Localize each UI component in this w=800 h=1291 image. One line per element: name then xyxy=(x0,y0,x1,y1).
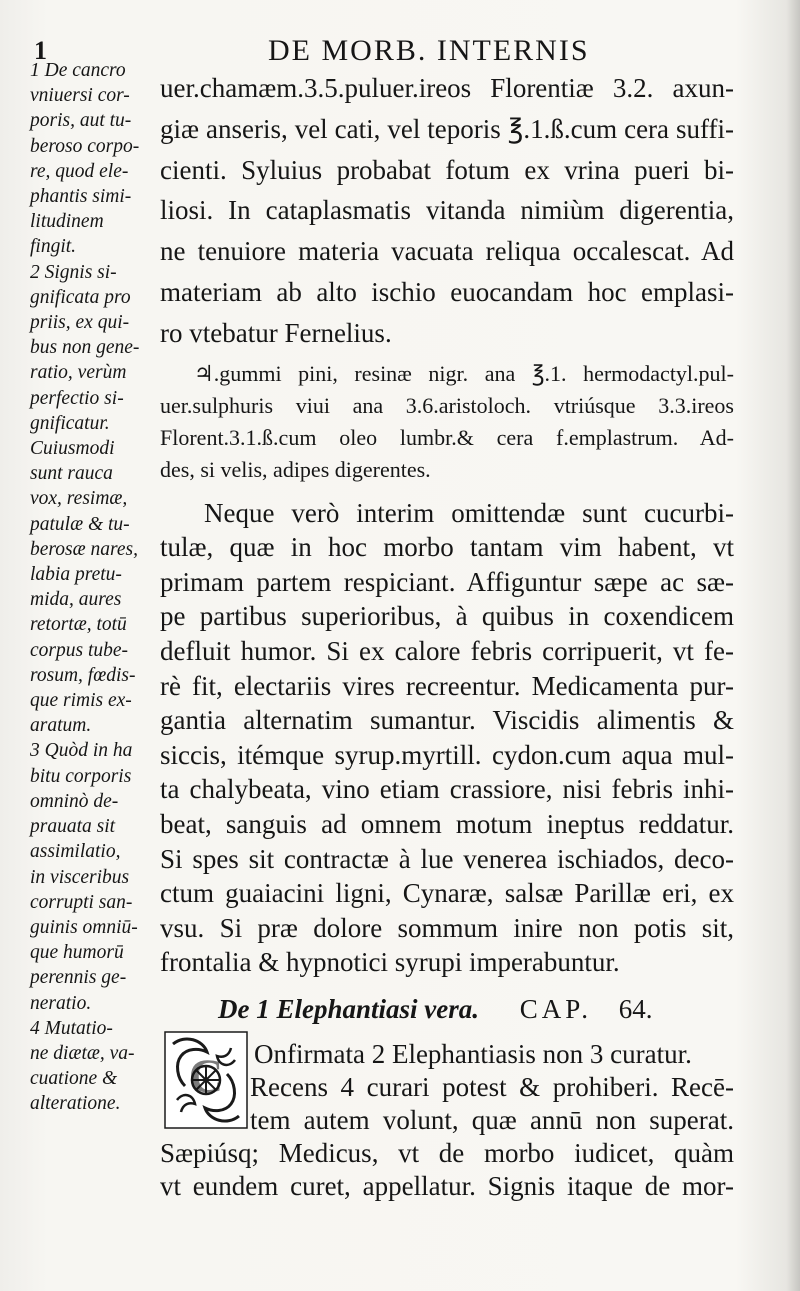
margin-note-line: ratio, verùm xyxy=(30,362,127,384)
chapter-text xyxy=(160,1038,734,1203)
margin-note-line: ne diætæ, va- xyxy=(30,1042,135,1064)
margin-note-line: assimilatio, xyxy=(30,841,121,863)
chapter-heading xyxy=(218,994,678,1025)
margin-note-line: rosum, fœdis- xyxy=(30,664,136,686)
chapter-text-line: Onfirmata 2 Elephantiasis non 3 curatur. xyxy=(254,1039,692,1069)
text-line: materiam ab alto ischio euocandam hoc emplasi- xyxy=(160,276,734,307)
chapter-text-line: Recens 4 curari potest & prohiberi. Recē- xyxy=(250,1072,734,1102)
margin-note-line: alteratione. xyxy=(30,1093,121,1115)
text-line: liosi. In cataplasmatis vitanda nimiùm digerentia, xyxy=(160,195,734,226)
margin-note-line: bitu corporis xyxy=(30,765,132,787)
margin-note-line: berosæ nares, xyxy=(30,538,138,560)
margin-note-line: bus non gene- xyxy=(30,337,140,359)
margin-note xyxy=(30,260,162,739)
margin-note-line: 3 Quòd in ha xyxy=(30,740,133,762)
margin-note-line: Cuiusmodi xyxy=(30,438,115,460)
margin-note-line: perfectio si- xyxy=(30,387,124,409)
margin-note-line: cuatione & xyxy=(30,1068,118,1090)
margin-note-line: re, quod ele- xyxy=(30,160,129,182)
margin-note xyxy=(30,738,162,1015)
margin-note-line: gnificatur. xyxy=(30,412,110,434)
margin-note-line: poris, aut tu- xyxy=(30,110,132,132)
margin-note-line: que rimis ex- xyxy=(30,690,132,712)
text-line: ne tenuiore materia vacuata reliqua occalescat. Ad xyxy=(160,236,734,267)
text-line: des, si velis, adipes digerentes. xyxy=(160,456,431,482)
margin-note-line: gnificata pro xyxy=(30,286,131,308)
chapter-text-line: vt eundem curet, appellatur. Signis itaque de mor- xyxy=(160,1171,734,1201)
margin-note-line: guinis omniū- xyxy=(30,916,138,938)
margin-note-line: perennis ge- xyxy=(30,967,127,989)
running-head: DE MORB. INTERNIS xyxy=(268,34,590,67)
text-line: vsu. Si præ dolore sommum inire non potis sit, xyxy=(160,912,734,943)
paragraph-2 xyxy=(160,496,734,980)
text-line: giæ anseris, vel cati, vel teporis ℥.1.ß.cum cera suffi- xyxy=(160,113,734,144)
margin-note-line: priis, ex qui- xyxy=(30,312,130,334)
margin-note-line: beroso corpo- xyxy=(30,135,140,157)
text-line: uer.sulphuris viui ana 3.6.aristoloch. vtriúsque 3.3.ireos xyxy=(160,392,734,418)
page-edge-shadow xyxy=(786,0,800,1291)
main-text xyxy=(160,68,734,980)
margin-note-line: labia pretu- xyxy=(30,564,122,586)
text-line: ta chalybeata, vino etiam crassiore, nisi febris inhi- xyxy=(160,774,734,805)
text-line: uer.chamæm.3.5.puluer.ireos Florentiæ 3.2. axun- xyxy=(160,73,734,103)
margin-note-line: phantis simi- xyxy=(30,186,132,208)
margin-note-line: neratio. xyxy=(30,992,92,1014)
margin-note-line: vniuersi cor- xyxy=(30,85,130,107)
margin-note-line: 4 Mutatio- xyxy=(30,1017,113,1039)
margin-note-line: aratum. xyxy=(30,715,92,737)
text-line: ♃.gummi pini, resinæ nigr. ana ℥.1. hermodactyl.pul- xyxy=(194,360,734,386)
margin-note-line: patulæ & tu- xyxy=(30,513,130,535)
text-line: tulæ, quæ in hoc morbo tantam vim habent, vt xyxy=(160,532,734,563)
margin-note-line: prauata sit xyxy=(30,816,116,838)
chapter-text-line: Sæpiúsq; Medicus, vt de morbo iudicet, quàm xyxy=(160,1138,734,1168)
margin-note-line: in visceribus xyxy=(30,866,130,888)
text-line: ro vtebatur Fernelius. xyxy=(160,317,392,348)
text-line: Florent.3.1.ß.cum oleo lumbr.& cera f.emplastrum. Ad- xyxy=(160,424,734,450)
margin-note-line: litudinem xyxy=(30,211,104,233)
text-line: gantia alternatim sumantur. Viscidis alimentis & xyxy=(160,705,734,736)
text-line: primam partem respiciant. Affiguntur sæpe ac sæ- xyxy=(160,566,734,597)
margin-notes xyxy=(30,58,162,1117)
initial-letter: C xyxy=(188,1050,224,1103)
margin-note-line: sunt rauca xyxy=(30,463,113,485)
chapter-text-line: tem autem volunt, quæ annū non superat. xyxy=(250,1105,734,1135)
text-line: cienti. Syluius probabat fotum ex vrina pueri bi- xyxy=(160,154,734,185)
text-line: Neque verò interim omittendæ sunt cucurbi- xyxy=(204,497,734,528)
margin-note-line: mida, aures xyxy=(30,589,122,611)
paragraph-1 xyxy=(160,68,734,354)
margin-note-line: que humorū xyxy=(30,942,124,964)
text-line: siccis, itémque syrup.myrtill. cydon.cum aqua mul- xyxy=(160,739,734,770)
text-line: rè fit, electariis vires recreentur. Medicamenta pur- xyxy=(160,670,734,701)
text-line: Si spes sit contractæ à lue venerea ischiados, deco- xyxy=(160,843,734,874)
text-line: frontalia & hypnotici syrupi imperabuntur. xyxy=(160,947,620,978)
text-line: defluit humor. Si ex calore febris corripuerit, vt fe- xyxy=(160,635,734,666)
page-number: 1 xyxy=(34,36,47,65)
text-line: beat, sanguis ad omnem motum ineptus reddatur. xyxy=(160,808,734,839)
margin-note xyxy=(30,58,162,260)
margin-note-line: retortæ, totū xyxy=(30,614,127,636)
margin-note-line: corpus tube- xyxy=(30,639,129,661)
chapter-title: De 1 Elephantiasi vera. xyxy=(218,994,479,1024)
margin-note-line: omninò de- xyxy=(30,790,119,812)
chapter-cap-label: CAP. xyxy=(519,994,593,1024)
margin-note-line: 1 De cancro xyxy=(30,60,126,81)
recipe-paragraph xyxy=(160,358,734,486)
chapter-number: 64. xyxy=(618,994,653,1024)
text-line: pe partibus superioribus, à quibus in coxendicem xyxy=(160,601,734,632)
text-line: ctum guaiacini ligni, Cynaræ, salsæ Parillæ eri, ex xyxy=(160,878,734,909)
margin-note-line: corrupti san- xyxy=(30,891,133,913)
margin-note-line: 2 Signis si- xyxy=(30,261,117,283)
margin-note-line: fingit. xyxy=(30,236,77,258)
margin-note-line: vox, resimæ, xyxy=(30,488,128,510)
margin-note xyxy=(30,1016,162,1117)
